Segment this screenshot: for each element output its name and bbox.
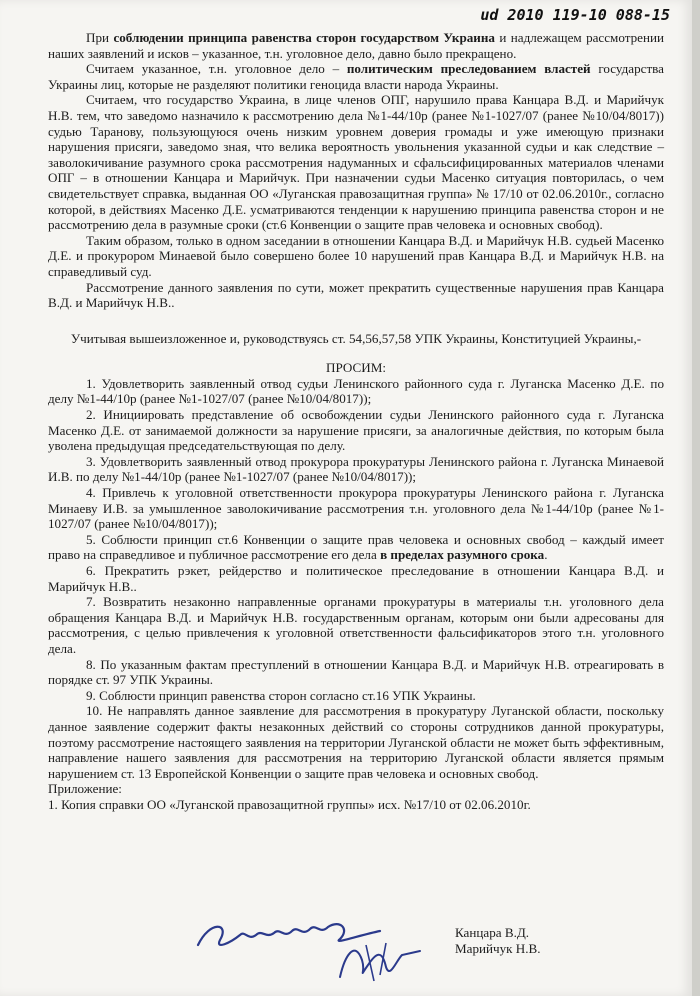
- paragraph-1: [48, 30, 664, 61]
- request-item-5: [48, 532, 664, 563]
- paragraph-basis: Учитывая вышеизложенное и, руководствуясь ст. 54,56,57,58 УПК Украины, Конституцией Украины,-: [70, 330, 642, 346]
- paragraph-4: Таким образом, только в одном заседании в отношении Канцара В.Д. и Марийчук Н.В. судьей Масенко Д.Е. и прокурором Минаевой было совершено более 10 нарушений прав Канцара В.Д. и Марийчук Н.В. на справедливый суд.: [48, 232, 664, 279]
- request-item-1: 1. Удовлетворить заявленный отвод судьи Ленинского районного суда г. Луганска Масенко Д.Е. по делу №1-44/10р (ранее №1-1027/07 (ранее №10/04/8017));: [48, 375, 664, 407]
- emphasis: в пределах разумного срока: [380, 547, 545, 563]
- emphasis: политическим преследованием властей: [346, 61, 591, 77]
- request-item-10: 10. Не направлять данное заявление для рассмотрения в прокуратуру Луганской области, поскольку данное заявление содержит факты незаконных действий со стороны сотрудников данной прокуратуры, поэтому рассмотрение настоящего заявления на территории Луганской области не может быть эффективным, направление нашего заявления для рассмотрения на территорию Луганской области является прямым нарушением ст. 13 Европейской Конвенции о защите прав человека и основных свобод.: [48, 703, 664, 781]
- request-item-4: 4. Привлечь к уголовной ответственности прокурора прокуратуры Ленинского района г. Луганска Минаеву И.В. за умышленное заволокичивание рассмотрения т.н. уголовного дела №1-44/10р (ранее №1-1027/07 (ранее №10/04/8017));: [48, 485, 664, 532]
- request-item-6: 6. Прекратить рэкет, рейдерство и политическое преследование в отношении Канцара В.Д. и Марийчук Н.В..: [48, 563, 664, 594]
- section-heading: ПРОСИМ:: [326, 360, 386, 376]
- request-item-3: 3. Удовлетворить заявленный отвод прокурора прокуратуры Ленинского района г. Луганска Минаевой И.В. по делу №1-44/10р (ранее №1-1027/07 (ранее №10/04/8017));: [48, 453, 664, 485]
- handwritten-signatures: [190, 905, 450, 985]
- paragraph-3: Считаем, что государство Украина, в лице членов ОПГ, нарушило права Канцара В.Д. и Марийчук Н.В. тем, что заведомо назначило к рассмотрению дела №1-44/10р (ранее №1-1027/07 (ранее №10/04/8017)) судью Таранову, пользующуюся очень низким уровнем доверия громады и уже имеющую признаки нарушения присяги, заведомо зная, что велика вероятность увольнения указанной судьи и как следствие – заволокичивание разумного срока рассмотрения надуманных и сфальсифицированных материалов членами ОПГ – в отношении Канцара и Марийчук. При назначении судьи Масенко ситуация повторилась, о чем свидетельствует справка, выданная ОО «Луганская правозащитная группа» № 17/10 от 02.06.2010г., согласно которой, в действиях Масенко Д.Е. усматриваются тенденции к нарушению принципа равенства сторон и не рассмотрению дела в разумные сроки (ст.6 Конвенции о защите прав человека и основных свобод).: [48, 92, 664, 233]
- appendix-item: 1. Копия справки ОО «Луганской правозащитной группы» исх. №17/10 от 02.06.2010г.: [48, 796, 531, 812]
- paragraph-2: [48, 61, 664, 92]
- emphasis: соблюдении принципа равенства сторон государством Украина: [113, 30, 495, 45]
- signer-name-1: Канцара В.Д.: [455, 925, 530, 940]
- text: .: [544, 547, 548, 563]
- document-body: [48, 30, 664, 813]
- request-item-2: 2. Инициировать представление об освобождении судьи Ленинского районного суда г. Луганска Масенко Д.Е. от занимаемой должности за нарушение присяги, за аналогичные действия, по которым была уволена предыдущая председательствующая по делу.: [48, 407, 664, 454]
- signers-block: [455, 925, 541, 956]
- request-item-9: 9. Соблюсти принцип равенства сторон согласно ст.16 УПК Украины.: [86, 687, 476, 703]
- registration-stamp: ud 2010 119-10 088-15: [480, 6, 670, 24]
- text: При: [86, 30, 114, 45]
- signature-1: [198, 924, 380, 945]
- text: Считаем указанное, т.н. уголовное дело –: [86, 61, 347, 77]
- text: государства Украины лиц, которые не разделяют политики геноцида власти народа Украины.: [48, 61, 664, 92]
- signer-name-2: Марийчук Н.В.: [455, 940, 541, 956]
- paragraph-5: Рассмотрение данного заявления по сути, может прекратить существенные нарушения прав Канцара В.Д. и Марийчук Н.В..: [48, 279, 664, 311]
- text: 5. Соблюсти принцип ст.6 Конвенции о защите прав человека и основных свобод – каждый имеет право на справедливое и публичное рассмотрение его дела: [48, 531, 664, 563]
- request-item-8: 8. По указанным фактам преступлений в отношении Канцара В.Д. и Марийчук Н.В. отреагировать в порядке ст. 97 УПК Украины.: [48, 656, 664, 688]
- signature-2-cross: [366, 943, 386, 981]
- request-item-7: 7. Возвратить незаконно направленные органами прокуратуры в материалы т.н. уголовного дела обращения Канцара В.Д. и Марийчук Н.В. государственным органам, которым они были адресованы для рассмотрения, с целью привлечения к уголовной ответственности фальсификаторов этого т.н. уголовного дела.: [48, 594, 664, 656]
- text: и надлежащем рассмотрении наших заявлений и исков – указанное, т.н. уголовное дело, давно было прекращено.: [48, 30, 664, 61]
- appendix-title: Приложение:: [48, 781, 122, 797]
